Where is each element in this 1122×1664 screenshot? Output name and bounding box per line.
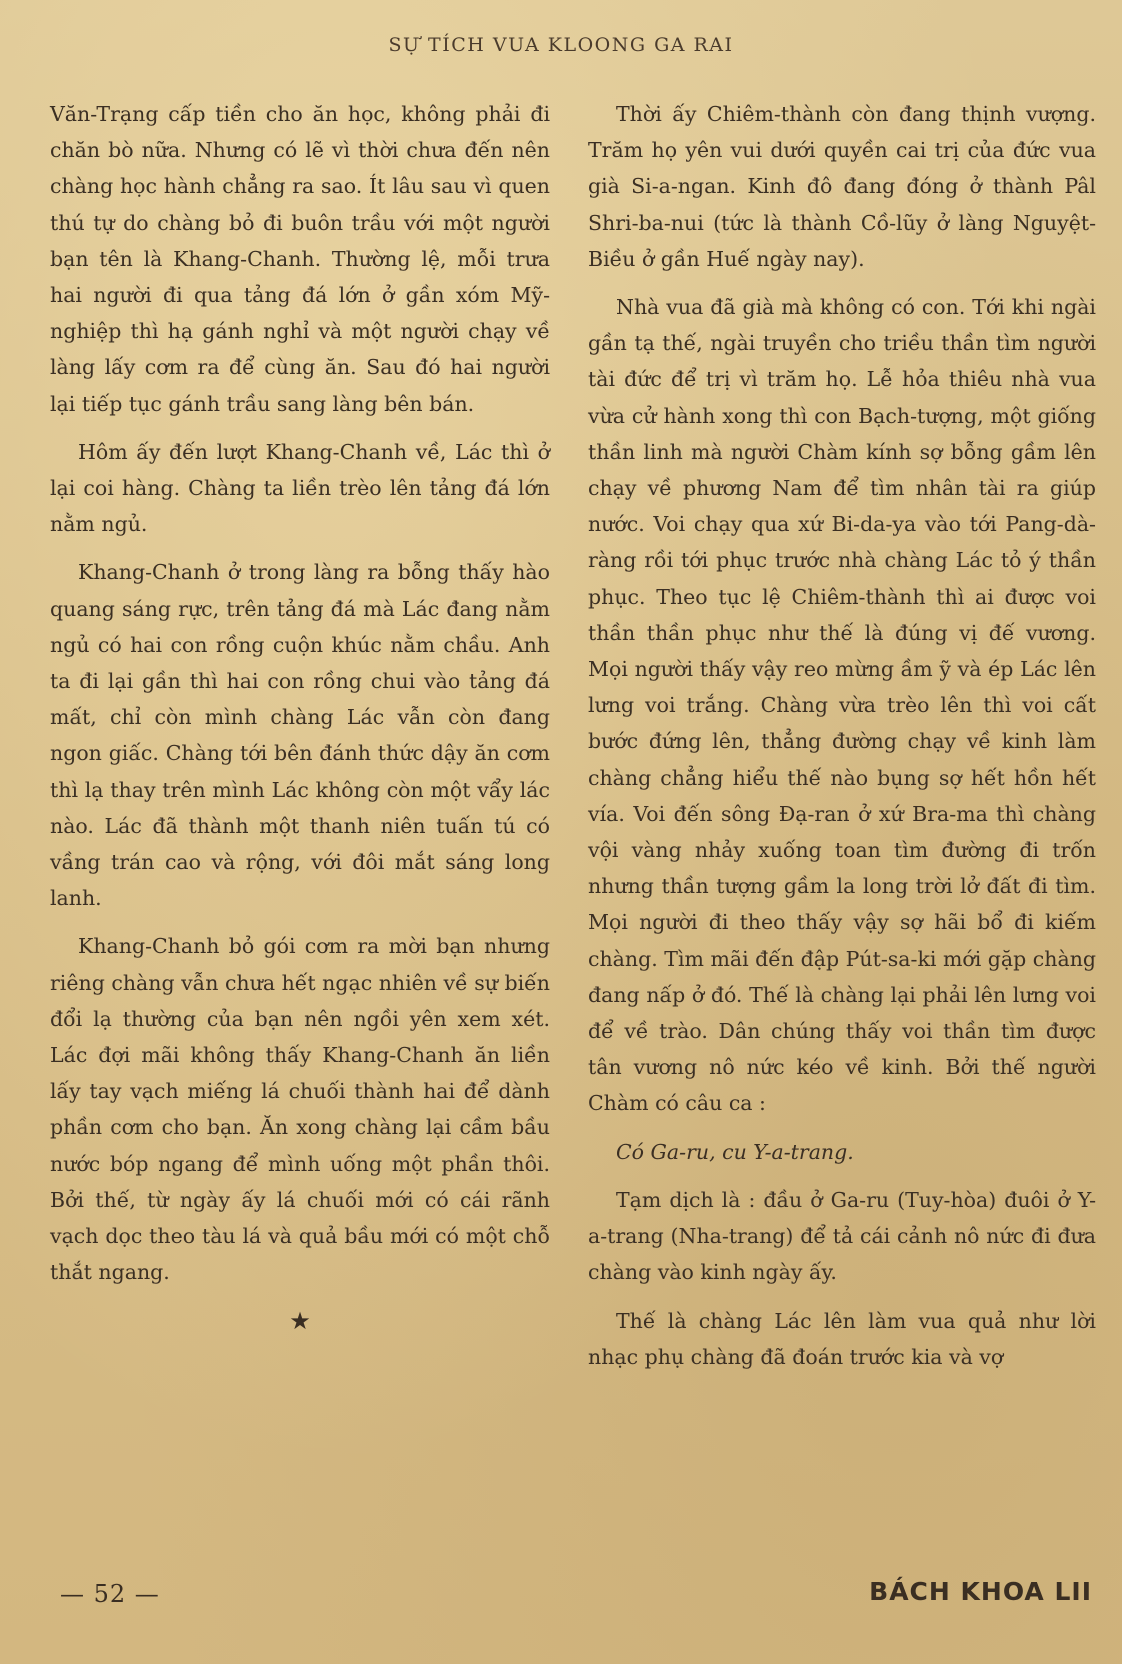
section-separator-star: ★ <box>289 1306 311 1335</box>
running-head: SỰ TÍCH VUA KLOONG GA RAI <box>388 34 734 56</box>
paragraph: Khang-Chanh ở trong làng ra bỗng thấy hào quang sáng rực, trên tảng đá mà Lác đang nằm ngủ có hai con rồng cuộn khúc nằm chầu. Anh ta đi lại gần thì hai con rồng chui vào tảng đá mất, chỉ còn mình chàng Lác vẫn còn đang ngon giấc. Chàng tới bên đánh thức dậy ăn cơm thì lạ thay trên mình Lác không còn một vẩy lác nào. Lác đã thành một thanh niên tuấn tú có vầng trán cao và rộng, với đôi mắt sáng long lanh. <box>50 560 550 911</box>
paragraph: Thế là chàng Lác lên làm vua quả như lời nhạc phụ chàng đã đoán trước kia và vợ <box>588 1308 1096 1369</box>
publication-name: BÁCH KHOA LII <box>869 1577 1092 1606</box>
paragraph: Khang-Chanh bỏ gói cơm ra mời bạn nhưng riêng chàng vẫn chưa hết ngạc nhiên về sự biến đổi lạ thường của bạn nên ngồi yên xem xét. Lác đợi mãi không thấy Khang-Chanh ăn liền lấy tay vạch miếng lá chuối thành hai để dành phần cơm cho bạn. Ăn xong chàng lại cầm bầu nước bóp ngang để mình uống một phần thôi. Bởi thế, từ ngày ấy lá chuối mới có cái rãnh vạch dọc theo tàu lá và quả bầu mới có một chỗ thắt ngang. <box>50 934 550 1285</box>
page-number: — 52 — <box>60 1580 160 1608</box>
paragraph: Văn-Trạng cấp tiền cho ăn học, không phải đi chăn bò nữa. Nhưng có lẽ vì thời chưa đến nên chàng học hành chẳng ra sao. Ít lâu sau vì quen thú tự do chàng bỏ đi buôn trầu với một người bạn tên là Khang-Chanh. Thường lệ, mỗi trưa hai người đi qua tảng đá lớn ở gần xóm Mỹ-nghiệp thì hạ gánh nghỉ và một người chạy về làng lấy cơm ra để cùng ăn. Sau đó hai người lại tiếp tục gánh trầu sang làng bên bán. <box>50 102 550 416</box>
paragraph: Nhà vua đã già mà không có con. Tới khi ngài gần tạ thế, ngài truyền cho triều thần tìm người tài đức để trị vì trăm họ. Lễ hỏa thiêu nhà vua vừa cử hành xong thì con Bạch-tượng, một giống thần linh mà người Chàm kính sợ bỗng gầm lên chạy về phương Nam để tìm nhân tài ra giúp nước. Voi chạy qua xứ Bi-da-ya vào tới Pang-dà-ràng rồi tới phục trước nhà chàng Lác tỏ ý thần phục. Theo tục lệ Chiêm-thành thì ai được voi thần thần phục như thế là đúng vị đế vương. Mọi người thấy vậy reo mừng ầm ỹ và ép Lác lên lưng voi trắng. Chàng vừa trèo lên thì voi cất bước đứng lên, thẳng đường chạy về kinh làm chàng chẳng hiểu thế nào bụng sợ hết hồn hết vía. Voi đến sông Đạ-ran ở xứ Bra-ma thì chàng vội vàng nhảy xuống toan tìm đường đi trốn nhưng thần tượng gầm la long trời lở đất đi tìm. Mọi người đi theo thấy vậy sợ hãi bổ đi kiếm chàng. Tìm mãi đến đập Pút-sa-ki mới gặp chàng đang nấp ở đó. Thế là chàng lại phải lên lưng voi để về trào. Dân chúng thấy voi thần tìm được tân vương nô nức kéo về kinh. Bởi thế người Chàm có câu ca : <box>588 295 1097 1116</box>
paragraph: Hôm ấy đến lượt Khang-Chanh về, Lác thì ở lại coi hàng. Chàng ta liền trèo lên tảng đá lớn nằm ngủ. <box>50 439 550 537</box>
right-column <box>588 96 1096 1387</box>
left-column <box>50 96 550 1339</box>
song-verse: Có Ga-ru, cu Y-a-trang. <box>616 1139 854 1164</box>
paragraph: Thời ấy Chiêm-thành còn đang thịnh vượng. Trăm họ yên vui dưới quyền cai trị của đức vua già Si-a-ngan. Kinh đô đang đóng ở thành Pâl Shri-ba-nui (tức là thành Cồ-lũy ở làng Nguyệt-Biều ở gần Huế ngày nay). <box>588 102 1096 271</box>
paragraph: Tạm dịch là : đầu ở Ga-ru (Tuy-hòa) đuôi ở Y-a-trang (Nha-trang) để tả cái cảnh nô nức đi đưa chàng vào kinh ngày ấy. <box>588 1187 1096 1285</box>
